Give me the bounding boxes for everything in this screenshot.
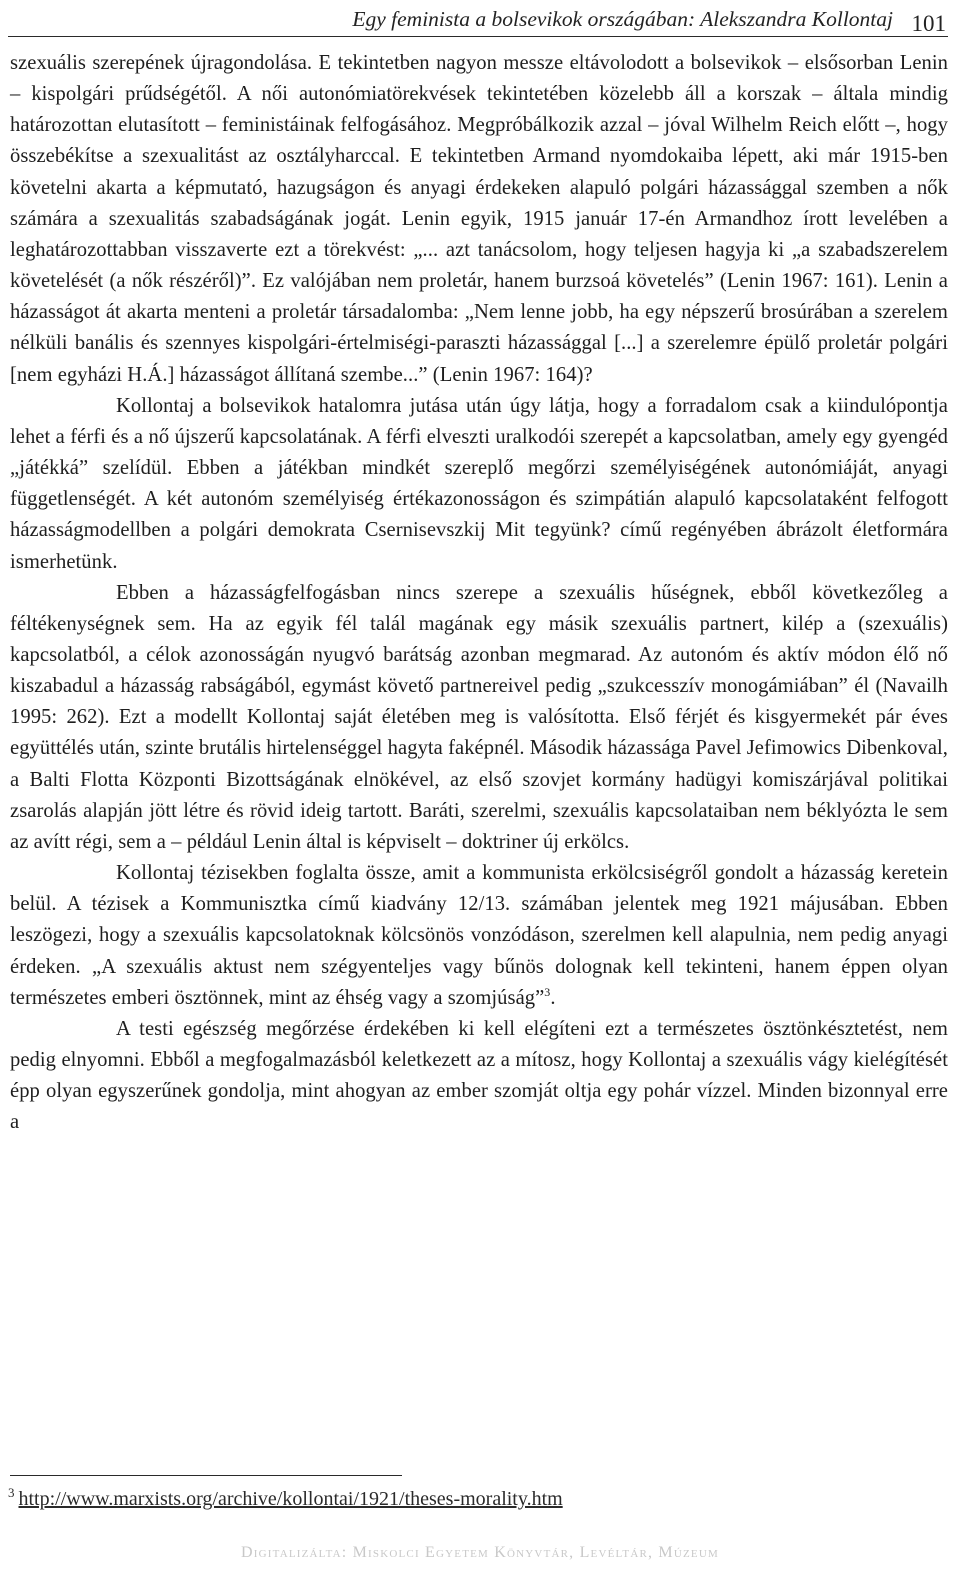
running-title: Egy feminista a bolsevikok országában: Alekszandra Kollontaj [352,7,893,31]
footnote-divider [10,1475,402,1476]
paragraph-4 [10,858,948,1014]
footnote [8,1484,563,1514]
paragraph-1: szexuális szerepének újragondolása. E tekintetben nagyon messze eltávolodott a bolsevikok – elsősorban Lenin – kispolgári prűdségétől. A női autonómiatörekvések tekintetében közelebb áll a korszak – általa mindig határozottan elutasított – feministáinak felfogásához. Megpróbálkozik azzal – jóval Wilhelm Reich előtt –, hogy összebékítse a szexualitást az osztályharccal. E tekintetben Armand nyomdokaiba lépett, aki már 1915-ben követelni akarta a képmutató, hazugságon és anyagi érdekeken alapuló polgári házassággal szemben a nők számára a szexualitás szabadságának jogát. Lenin egyik, 1915 január 17-én Armandhoz írott levelében a leghatározottabban visszaverte ezt a törekvést: „... azt tanácsolom, hogy teljesen hagyja ki „a szabadszerelem követelését (a nők részéről)”. Ez valójában nem proletár, hanem burzsoá követelés” (Lenin 1967: 161). Lenin a házasságot át akarta menteni a proletár társadalomba: „Nem lenne jobb, ha egy népszerű brosúrában a szerelem nélküli banális és szennyes kispolgári-értelmiségi-paraszti házassággal [...] a szerelemre épülő proletár polgári [nem egyházi H.Á.] házasságot állítaná szembe...” (Lenin 1967: 164)? [10,52,948,386]
paragraph-3: Ebben a házasságfelfogásban nincs szerepe a szexuális hűségnek, ebből következőleg a féltékenységnek sem. Ha az egyik fél talál magának egy másik szexuális partnert, kilép a (szexuális) kapcsolatból, a célok azonosságán nyugvó barátság azonban megmarad. Az autonóm és aktív módon élő nő kiszabadul a házasság rabságából, egymást követő partnereivel pedig „szukcesszív monogámiában” él (Navailh 1995: 262). Ezt a modellt Kollontaj saját életében meg is valósította. Első férjét és kisgyermekét pár éves együttélés után, szinte brutális hirtelenséggel hagyta faképnél. Második házassága Pavel Jefimowics Dibenkoval, a Balti Flotta Központi Bizottságának elnökével, az első szovjet kormány hadügyi komiszárjával politikai zsarolás alapján jött létre és rövid ideig tartott. Baráti, szerelmi, szexuális kapcsolataiban nem béklyózta le sem az avítt régi, sem a – például Lenin által is képviselt – doktriner új erkölcs. [10,581,948,853]
footnote-link[interactable]: http://www.marxists.org/archive/kollontai/1921/theses-morality.htm [18,1488,563,1510]
page-number: 101 [911,11,946,36]
paragraph-5: A testi egészség megőrzése érdekében ki kell elégíteni ezt a természetes ösztönkésztetést, nem pedig elnyomni. Ebből a megfogalmazásból keletkezett az a mítosz, hogy Kollontaj a szexuális vágy kielégítését épp olyan egyszerűnek gondolja, mint ahogyan az ember szomját oltja egy pohár vízzel. Minden bizonnyal erre a [10,1017,948,1134]
paragraph-4-end: . [550,986,556,1009]
body-text [10,48,948,1138]
paragraph-4-text: Kollontaj tézisekben foglalta össze, amit a kommunista erkölcsiségről gondolt a házasság keretein belül. A tézisek a Kommunisztka című kiadvány 12/13. számában jelentek meg 1921 májusában. Ebben leszögezi, hogy a szexuális kapcsolatoknak kölcsönös vonzódáson, szerelmen kell alapulnia, nem pedig anyagi érdeken. „A szexuális aktust nem szégyenteljes vagy bűnös dolognak kell tekinteni, hanem éppen olyan természetes emberi ösztönnek, mint az éhség vagy a szomjúság” [10,862,948,1009]
digitization-watermark: Digitalizálta: Miskolci Egyetem Könyvtár, Levéltár, Múzeum [241,1544,719,1561]
footnote-number: 3 [8,1485,15,1501]
running-header [8,2,948,37]
footnote-reference[interactable]: 3 [544,984,551,999]
paragraph-2: Kollontaj a bolsevikok hatalomra jutása után úgy látja, hogy a forradalom csak a kiindulópontja lehet a férfi és a nő újszerű kapcsolatának. A férfi elveszti uralkodói szerepét a kapcsolatban, amely egy gyengéd „játékká” szelídül. Ebben a játékban mindkét szereplő megőrzi személyiségének autonómiáját, anyagi függetlenségét. A két autonóm személyiség értékazonosságon és szimpátián alapuló kapcsolataként felfogott házasságmodellben a polgári demokrata Csernisevszkij Mit tegyünk? című regényében ábrázolt életformára ismerhetünk. [10,394,948,573]
